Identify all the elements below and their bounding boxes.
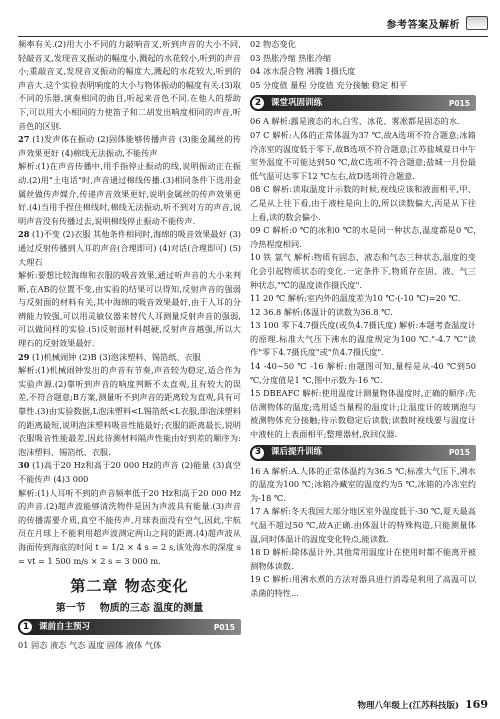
explanation-30: 解析:(1)人耳听不到的声音频率低于20 Hz和高于20 000 Hz的声音.(2)超声波能够清洗物件是因为声波具有能量.(3)声音的传播需要介质,真空不能传声,月球表面没有空气,因此,宇航员在月球上不能利用超声波测定两山之间的距离.(4)超声波从海面传到海底的时间 t = 1/2 × 4 s = 2 s,该处海水的深度 s = vt = 1 500 m/s × 2 s = 3 000 m. xyxy=(18,487,241,566)
section-icon: 1 xyxy=(18,619,34,635)
answer-04: 04 冰水混合物 沸腾 1摄氏度 xyxy=(250,66,356,77)
book-title: 物理八年级上(江苏科技版) xyxy=(357,700,460,711)
question-29 xyxy=(18,351,241,365)
question-number: 30 xyxy=(18,460,30,471)
answer-text: (1)不变 (2)衣服 其他条件相同时,海绵的吸音效果最好 (3)通过反射传播到人耳的声音(合理即可) (4)对话(合理即可) (5)大理石 xyxy=(18,229,241,267)
answer-09: 09 C 解析:0 ℃的冰和0 ℃的水是同一种状态,温度都是0 ℃,冷热程度相同. xyxy=(250,225,476,249)
section-label: 课堂巩固训练 xyxy=(271,97,323,108)
after-class-section-bar xyxy=(250,445,476,461)
answer-01: 01 固态 液态 气态 温度 固体 液体 气体 xyxy=(18,640,162,651)
preview-section-bar xyxy=(18,619,241,635)
section-page-code: P015 xyxy=(448,447,470,457)
answer-07: 07 C 解析:人体的正常体温为37 ℃,故A选项不符合题意;冰箱冷冻室的温度低于零下,故B选项不符合题意;江苏盐城夏日中午室外温度不可能达到50 ℃,故C选项不符合题意;盐城一月份最低气温可达零下12 ℃左右,故D选项符合题意. xyxy=(250,129,476,181)
answer-18: 18 D 解析:除体温计外,其他常用温度计在使用时都不能离开被测物体读数. xyxy=(250,547,476,571)
section-page-code: P015 xyxy=(213,622,235,632)
answer-06: 06 A 解析:露是液态的水,白雪、冰花、雾凇都是固态的水. xyxy=(250,116,460,127)
section-page-code: P015 xyxy=(448,98,470,108)
answer-05: 05 分度值 量程 分度值 充分接触 稳定 相平 xyxy=(250,79,408,90)
answer-13: 13 100 零下4.7摄氏度(或负4.7摄氏度) 解析:本题考查温度计的原理.标准大气压下沸水的温度规定为100 ℃."-4.7 ℃"读作"零下4.7摄氏度"或"负4.7摄氏度". xyxy=(250,320,476,358)
header-title: 参考答案及解析 xyxy=(386,19,460,31)
section-icon: 3 xyxy=(250,445,266,461)
answer-17: 17 A 解析:冬天我国大部分地区室外温度低于-30 ℃,夏天最高气温不超过50 ℃,故A正确.由体温计的特殊构造,只能测量体温,同时体温计的温度变化特点,能读数. xyxy=(250,506,476,544)
answer-19: 19 C 解析:用沸水煮的方法对器具进行消毒是利用了高温可以杀菌的特性... xyxy=(250,574,476,598)
answer-12: 12 36.8 解析:体温计的读数为36.8 ℃. xyxy=(250,306,393,317)
classroom-section-bar xyxy=(250,95,476,111)
answer-03: 03 热胀冷缩 热胀冷缩 xyxy=(250,52,332,63)
answer-text: (1)高于20 Hz和高于20 000 Hz的声音 (2)能量 (3)真空不能传声 (4)3 000 xyxy=(18,460,241,484)
question-28 xyxy=(18,228,241,269)
question-27 xyxy=(18,133,241,160)
page-number: 169 xyxy=(465,698,488,711)
answer-10: 10 铁 氯气 解析:物质有固态、液态和气态三种状态,温度的变化会引起物质状态的变化.一定条件下,物质存在固、液、气三种状态,"℃的温度读作摄氏度". xyxy=(250,252,476,290)
answer-text: (1)机械闹钟 (2)B (3)泡沫塑料、锡箔纸、衣服 xyxy=(32,351,201,362)
question-30 xyxy=(18,459,241,486)
answer-08: 08 C 解析:读取温度计示数的时候,视线应该和液面相平,甲、乙是从上往下看,由于液柱是向上的,所以读数偏大,丙是从下往上看,读的数会偏小. xyxy=(250,184,476,222)
question-number: 28 xyxy=(18,229,30,240)
answer-14: 14 -40~50 ℃ -16 解析:由题图可知,量程是从-40 ℃到50 ℃,分度值是1 ℃,图中示数为-16 ℃. xyxy=(250,361,476,385)
question-number: 27 xyxy=(18,134,30,145)
answer-text: (1)发声体在振动 (2)固体能够传播声音 (3)能金属丝的传声效果更好 (4)棉线无法振动,不能传声 xyxy=(18,134,241,158)
header-divider xyxy=(18,36,488,37)
page-footer xyxy=(357,698,488,711)
section-number: 第一节 xyxy=(55,602,86,614)
explanation-29: 解析:(1)机械闹钟发出的声音有节奏,声音较为稳定,适合作为实验声源.(2)靠听到声音的响度判断不太直观,且有较大的误差,不符合题意;B方案,测量听不到声音的距离较为直观,具有可靠性.(3)由实验数据,L泡沫塑料<L锡箔纸<L衣服,即泡沫塑料的距离最短,说明泡沫塑料吸音性能最好;衣服的距离最长,说明衣服吸音性能最差,因此待测材料隔声性能由好到差的顺序为:泡沫塑料、锡箔纸、衣服. xyxy=(18,365,241,457)
intro-paragraph: 频率有关.(2)用大小不同的力敲响音叉,听到声音的大小不同,轻敲音叉,发现音叉振动的幅度小,溅起的水花较小,听到的声音小;重敲音叉,发现音叉振动的幅度大,溅起的水花较大,听到的声音大.这个实验表明响度的大小与物体振动的幅度有关.(3)取不同的乐器,演奏相同的曲目,听起来音色不同.在他人的帮助下,可以用大小相同的力使笛子和二胡发出响度相同的声音,听音色的区别. xyxy=(18,39,241,131)
explanation-28: 解析:要想比较海绵和衣服的吸音效果,通过听声音的大小来判断,在AB的位置不变,由实验的结果可以得知,反射声音的强弱与反射面的材料有关,其中海绵的吸音效果最好,由于人耳的分辨能力较强,可以用灵敏仪器来替代人耳测量反射声音的强弱,可以做同样的实验.(5)反射面材料越硬,反射声音越强,所以大理石的反射效果最好. xyxy=(18,270,241,349)
right-column xyxy=(250,38,476,601)
answer-11: 11 20 ℃ 解析:室内外的温度差为10 ℃-(-10 ℃)=20 ℃. xyxy=(250,293,461,304)
question-number: 29 xyxy=(18,351,30,362)
explanation-27: 解析:(1)在声音传播中,用手指停止振动的线,说明振动正在振动.(2)用"土电话"时,声音通过棉线传播.(3)相同条件下选用金属丝做传声媒介,传递声音效果更好,说明金属丝的传声效果更好.(4)当用手捏住棉线时,棉线无法振动,听不到对方的声音,说明声音没有传播过去,说明棉线停止振动不能传声. xyxy=(18,161,241,226)
answer-16: 16 A 解析:A.人体的正常体温约为36.5 ℃;标准大气压下,沸水的温度为100 ℃;冰箱冷藏室的温度约为5 ℃,冰箱的冷冻室约为-18 ℃. xyxy=(250,465,476,503)
book-icon xyxy=(466,16,488,30)
left-column xyxy=(18,38,241,653)
section-label: 课前自主预习 xyxy=(39,621,91,632)
page-header xyxy=(18,14,488,32)
answer-02: 02 物态变化 xyxy=(250,39,296,49)
section-title xyxy=(18,602,241,616)
section-icon: 2 xyxy=(250,95,266,111)
chapter-title: 第二章 物态变化 xyxy=(70,577,189,596)
answer-15: 15 DBEAFC 解析:使用温度计测量物体温度时,正确的顺序:先估测物体的温度;选用适当量程的温度计;让温度计的玻璃泡与被测物体充分接触;待示数稳定后读数;读数时视线要与温度计中液柱的上表面相平;整理器材,放回仪器. xyxy=(250,388,476,440)
section-name: 物质的三态 温度的测量 xyxy=(99,602,204,614)
section-label: 课后提升训练 xyxy=(271,446,323,457)
